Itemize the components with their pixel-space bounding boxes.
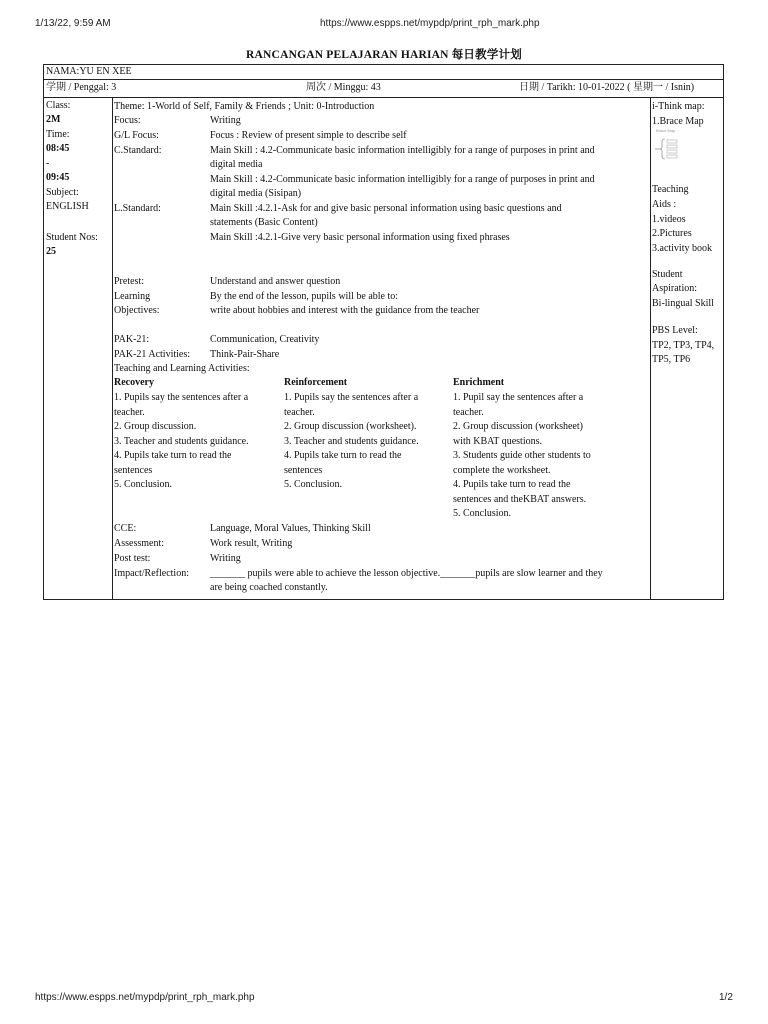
teacher-name: NAMA:YU EN XEE bbox=[46, 66, 132, 77]
pbs-level-value-1: TP2, TP3, TP4, bbox=[652, 340, 715, 351]
teaching-aids-label-1: Teaching bbox=[652, 184, 689, 195]
teaching-aids-label-2: Aids : bbox=[652, 199, 677, 210]
recovery-heading: Recovery bbox=[114, 377, 154, 388]
learning-standard-1b: statements (Basic Content) bbox=[210, 217, 318, 228]
focus-value: Writing bbox=[210, 115, 241, 126]
learning-standard-2: Main Skill :4.2.1-Give very basic personal information using fixed phrases bbox=[210, 232, 510, 243]
time-dash: - bbox=[46, 158, 50, 169]
list-item: 5. Conclusion. bbox=[284, 479, 343, 490]
aspiration-label-1: Student bbox=[652, 269, 683, 280]
teaching-aid-item: 3.activity book bbox=[652, 243, 712, 254]
list-item: 5. Conclusion. bbox=[114, 479, 173, 490]
footer-url[interactable]: https://www.espps.net/mypdp/print_rph_mark.php bbox=[35, 992, 255, 1003]
brace-map-icon bbox=[652, 128, 694, 168]
list-item: 5. Conclusion. bbox=[453, 508, 512, 519]
list-item: 3. Teacher and students guidance. bbox=[284, 435, 419, 447]
list-item: 2. Group discussion (worksheet) bbox=[453, 421, 583, 432]
content-standard-2b: digital media (Sisipan) bbox=[210, 188, 302, 199]
time-end: 09:45 bbox=[46, 172, 70, 183]
term-field: 学期 / Penggal: 3 bbox=[46, 82, 117, 93]
ithink-value: 1.Brace Map bbox=[652, 116, 704, 127]
content-standard-2a: Main Skill : 4.2-Communicate basic information intelligibly for a range of purposes in print and bbox=[210, 174, 595, 185]
row-divider bbox=[44, 79, 723, 80]
pretest-value: Understand and answer question bbox=[210, 276, 341, 287]
objectives-label-2: Objectives: bbox=[114, 305, 160, 316]
row-divider bbox=[44, 97, 723, 98]
teaching-aid-item: 2.Pictures bbox=[652, 228, 692, 239]
time-start: 08:45 bbox=[46, 143, 70, 154]
list-item: sentences and theKBAT answers. bbox=[453, 493, 587, 505]
teaching-aid-item: 1.videos bbox=[652, 214, 686, 225]
gl-focus-value: Focus : Review of present simple to describe self bbox=[210, 130, 407, 141]
pak21-value: Communication, Creativity bbox=[210, 334, 320, 345]
list-item: complete the worksheet. bbox=[453, 464, 551, 476]
list-item: teacher. bbox=[114, 406, 145, 418]
list-item: teacher. bbox=[453, 406, 484, 418]
pak21-activities-value: Think-Pair-Share bbox=[210, 349, 280, 360]
focus-label: Focus: bbox=[114, 115, 141, 126]
class-value: 2M bbox=[46, 114, 61, 125]
column-divider bbox=[112, 97, 113, 600]
page-title: RANCANGAN PELAJARAN HARIAN 每日教学计划 bbox=[246, 49, 522, 61]
post-test-label: Post test: bbox=[114, 553, 151, 564]
list-item: 1. Pupils say the sentences after a bbox=[284, 392, 419, 403]
print-datetime: 1/13/22, 9:59 AM bbox=[35, 18, 111, 29]
class-label: Class: bbox=[46, 100, 71, 111]
learning-standard-1a: Main Skill :4.2.1-Ask for and give basic personal information using basic questions and bbox=[210, 203, 562, 214]
objectives-value-2: write about hobbies and interest with the guidance from the teacher bbox=[210, 305, 480, 316]
list-item: 4. Pupils take turn to read the bbox=[453, 479, 571, 490]
cce-value: Language, Moral Values, Thinking Skill bbox=[210, 523, 371, 534]
post-test-value: Writing bbox=[210, 553, 241, 564]
pbs-level-label: PBS Level: bbox=[652, 325, 698, 336]
cce-label: CCE: bbox=[114, 523, 137, 534]
pak21-label: PAK-21: bbox=[114, 334, 150, 345]
list-item: 4. Pupils take turn to read the bbox=[114, 450, 232, 461]
reflection-label: Impact/Reflection: bbox=[114, 568, 189, 579]
reflection-value-2: are being coached constantly. bbox=[210, 582, 328, 593]
print-url[interactable]: https://www.espps.net/mypdp/print_rph_mark.php bbox=[320, 18, 540, 29]
list-item: 1. Pupil say the sentences after a bbox=[453, 392, 584, 403]
pak21-activities-label: PAK-21 Activities: bbox=[114, 349, 191, 360]
assessment-value: Work result, Writing bbox=[210, 538, 293, 549]
reinforcement-heading: Reinforcement bbox=[284, 377, 348, 388]
week-field: 周次 / Minggu: 43 bbox=[306, 82, 381, 93]
learning-standard-label: L.Standard: bbox=[114, 203, 161, 214]
list-item: 4. Pupils take turn to read the bbox=[284, 450, 402, 461]
time-label: Time: bbox=[46, 129, 70, 140]
theme-line: Theme: 1-World of Self, Family & Friends ; Unit: 0-Introduction bbox=[114, 101, 375, 112]
ithink-label: i-Think map: bbox=[652, 101, 705, 112]
list-item: sentences bbox=[114, 464, 153, 476]
reflection-value-1: _______ pupils were able to achieve the lesson objective._______pupils are slow learner and they bbox=[210, 568, 603, 579]
list-item: sentences bbox=[284, 464, 323, 476]
activities-label: Teaching and Learning Activities: bbox=[114, 363, 250, 374]
student-nos-value: 25 bbox=[46, 246, 56, 257]
content-standard-1a: Main Skill : 4.2-Communicate basic information intelligibly for a range of purposes in print and bbox=[210, 145, 595, 156]
page-number: 1/2 bbox=[719, 992, 733, 1003]
content-standard-1b: digital media bbox=[210, 159, 263, 170]
list-item: with KBAT questions. bbox=[453, 435, 542, 447]
thumbnail-caption: Brace Map bbox=[656, 128, 676, 133]
list-item: teacher. bbox=[284, 406, 315, 418]
list-item: 2. Group discussion. bbox=[114, 421, 197, 432]
student-nos-label: Student Nos: bbox=[46, 232, 98, 243]
list-item: 3. Students guide other students to bbox=[453, 450, 591, 461]
gl-focus-label: G/L Focus: bbox=[114, 130, 159, 141]
objectives-label-1: Learning bbox=[114, 291, 151, 302]
aspiration-value: Bi-lingual Skill bbox=[652, 298, 714, 309]
assessment-label: Assessment: bbox=[114, 538, 164, 549]
column-divider bbox=[650, 97, 651, 600]
pretest-label: Pretest: bbox=[114, 276, 144, 287]
list-item: 2. Group discussion (worksheet). bbox=[284, 421, 417, 432]
subject-value: ENGLISH bbox=[46, 201, 89, 212]
list-item: 1. Pupils say the sentences after a bbox=[114, 392, 249, 403]
content-standard-label: C.Standard: bbox=[114, 145, 162, 156]
aspiration-label-2: Aspiration: bbox=[652, 283, 697, 294]
objectives-value-1: By the end of the lesson, pupils will be able to: bbox=[210, 291, 399, 302]
pbs-level-value-2: TP5, TP6 bbox=[652, 354, 691, 365]
date-field: 日期 / Tarikh: 10-01-2022 ( 星期一 / Isnin) bbox=[519, 82, 695, 93]
brace-map-thumbnail bbox=[652, 128, 694, 168]
enrichment-heading: Enrichment bbox=[453, 377, 505, 388]
subject-label: Subject: bbox=[46, 187, 79, 198]
list-item: 3. Teacher and students guidance. bbox=[114, 435, 249, 447]
